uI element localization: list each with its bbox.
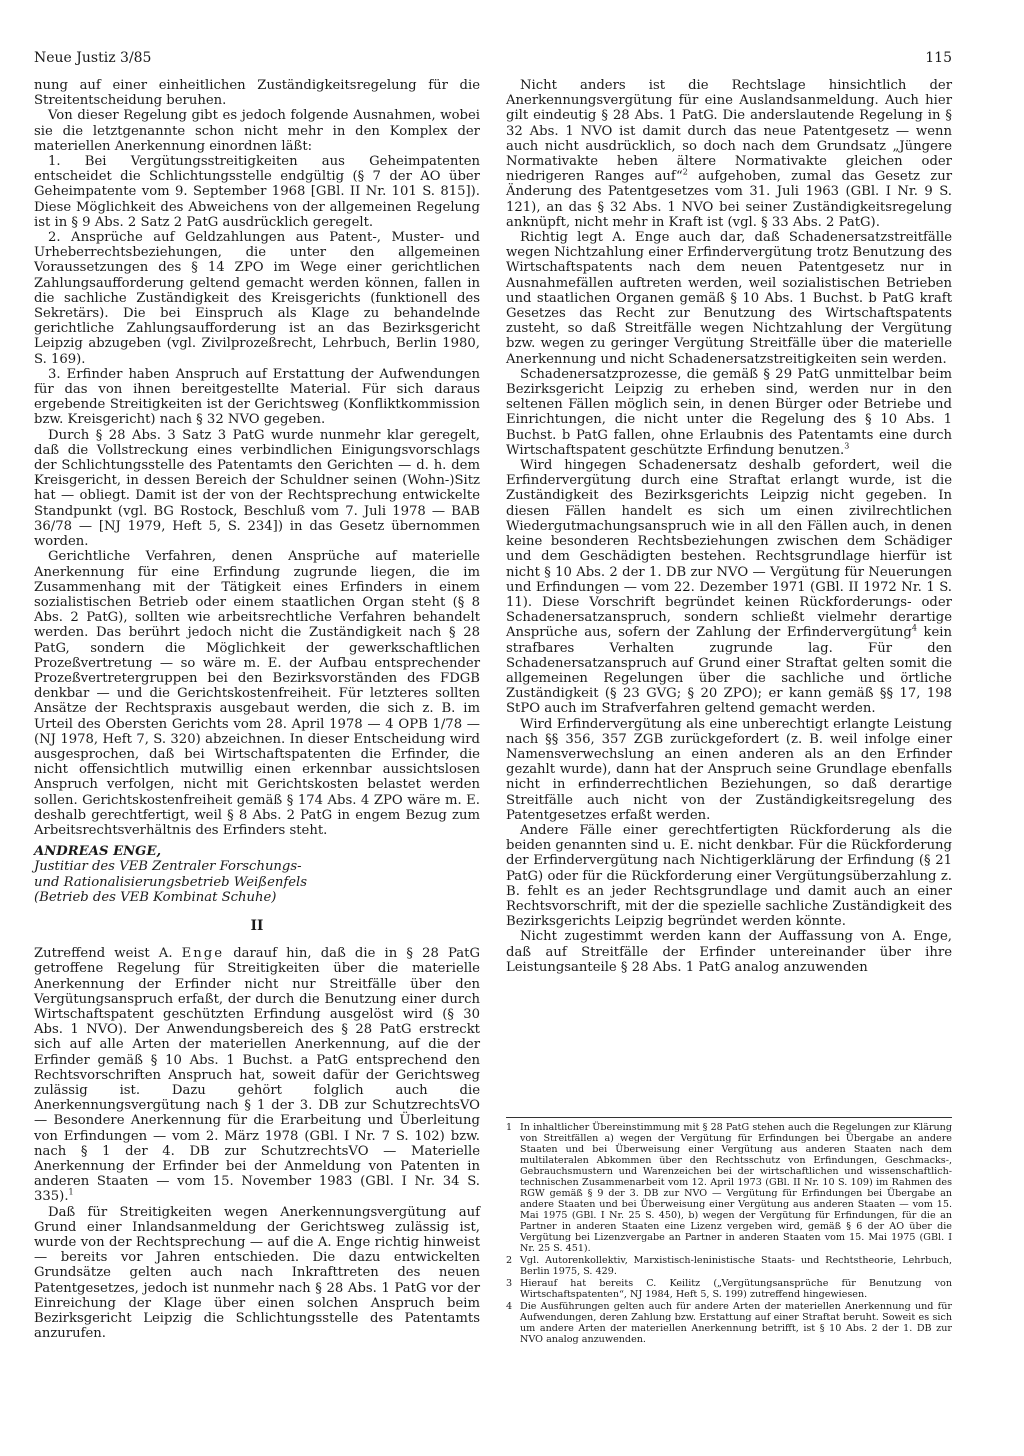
section-heading: II xyxy=(250,917,264,934)
author-signature xyxy=(34,844,480,905)
footnote-number: 1 xyxy=(506,1122,513,1133)
text-span: aufgehoben, zumal das Gesetz zur Änderung des Patentgesetzes vom 31. Juli 1963 (GBl. I Nr. 9 S. 121), an das § 32 Abs. 1 NVO bei seiner Zuständigkeitsregelung anknüpft, nicht mehr in Kraft ist (vgl. § 33 Abs. 2 PatG). xyxy=(506,169,952,230)
paragraph: 3. Erfinder haben Anspruch auf Erstattung der Aufwendungen für das von ihnen bereitgestellte Material. Für sich daraus ergebende Streitigkeiten ist der Gerichtsweg (Konfliktkommission bzw. Kreisgericht) nach § 32 NVO gegeben. xyxy=(34,366,480,428)
paragraph xyxy=(506,458,952,716)
footnote-number: 4 xyxy=(506,1301,513,1312)
paragraph: Daß für Streitigkeiten wegen Anerkennungsvergütung auf Grund einer Inlandsanmeldung der Gerichtsweg zulässig ist, wurde von der Rechtsprechung — auf die A. Enge richtig hinweist — bereits vor Jahren entschieden. Die dazu entwickelten Grundsätze gelten auch nach Inkrafttreten des neuen Patentgesetzes, jedoch ist nunmehr nach § 28 Abs. 1 PatG vor der Einreichung der Klage über einen solchen Anspruch beim Bezirksgericht Leipzig die Schlichtungsstelle des Patentamts anzurufen. xyxy=(34,1204,480,1342)
paragraph xyxy=(506,78,952,230)
footnote-ref: 3 xyxy=(844,441,850,451)
paragraph: 2. Ansprüche auf Geldzahlungen aus Patent-, Muster- und Urheberrechtsbeziehungen, die unter den allgemeinen Voraussetzungen des § 14 ZPO im Wege einer gerichtlichen Zahlungsaufforderung geltend gemacht werden können, fallen in die sachliche Zuständigkeit des Kreisgerichts (funktionell des Sekretärs). Die bei Einspruch als Klage zu behandelnde gerichtliche Zahlungsaufforderung ist an das Bezirksgericht Leipzig abzugeben (vgl. Zivilprozeßrecht, Lehrbuch, Berlin 1980, S. 169). xyxy=(34,230,480,367)
paragraph: Wird Erfindervergütung als eine unberechtigt erlangte Leistung nach §§ 356, 357 ZGB zurückgefordert (z. B. weil infolge einer Namensverwechslung an einen anderen als an den Erfinder gezahlt wurde), dann hat der Anspruch seine Grundlage ebenfalls nicht in erfinderrechtlichen Beziehungen, so daß derartige Streitfälle auch nicht von der Zuständigkeitsregelung des Patentgesetzes erfaßt werden. xyxy=(506,716,952,823)
author-reference: Enge xyxy=(181,946,225,962)
footnote xyxy=(506,1278,952,1300)
footnote-text: Vgl. Autorenkollektiv, Marxistisch-leninistische Staats- und Rechtstheorie, Lehrbuch, Berlin 1975, S. 429. xyxy=(520,1255,952,1277)
paragraph xyxy=(506,367,952,458)
footnote-ref: 1 xyxy=(68,1188,74,1198)
page-number: 115 xyxy=(925,50,952,66)
footnote xyxy=(506,1301,952,1345)
author-name: ANDREAS ENGE, xyxy=(34,844,162,860)
text-span: Zutreffend weist A. xyxy=(34,946,173,962)
author-affiliation: Justitiar des VEB Zentraler Forschungs- xyxy=(34,859,302,875)
footnote-text: Hierauf hat bereits C. Keilitz („Vergütungsansprüche für Benutzung von Wirtschaftspatenten“, NJ 1984, Heft 5, S. 199) zutreffend hingewiesen. xyxy=(520,1278,952,1300)
text-span: kein strafbares Verhalten zugrunde lag. Für den Schadenersatzanspruch auf Grund einer Straftat gelten somit die allgemeinen Regelungen über die sachliche und örtliche Zuständigkeit (§ 23 GVG; § 20 ZPO); er kann gemäß §§ 17, 198 StPO auch im Strafverfahren geltend gemacht werden. xyxy=(506,625,953,717)
footnote-number: 2 xyxy=(506,1255,513,1266)
footnote-text: In inhaltlicher Übereinstimmung mit § 28 PatG stehen auch die Regelungen zur Klärung von Streitfällen a) wegen der Vergütung für Erfindungen bei Übergabe an andere Staaten und bei Überweisung einer Vergütung aus anderen Staaten nach dem multilateralen Abkommen über den Rechtsschutz von Erfindungen, Geschmacks-, Gebrauchsmustern und Warenzeichen bei der wirtschaftlichen und wissenschaftlich-technischen Zusammenarbeit vom 12. April 1973 (GBl. II Nr. 10 S. 109) im Rahmen des RGW gemäß § 9 der 3. DB zur NVO — Vergütung für Erfindungen bei Übergabe an andere Staaten und bei Überweisung einer Vergütung aus anderen Staaten — vom 15. Mai 1975 (GBl. I Nr. 25 S. 450), b) wegen der Vergütung für Erfindungen, für die an Partner in anderen Staaten eine Lizenz vergeben wird, gemäß § 6 der AO über die Vergütung bei Lizenzvergabe an Partner in anderen Staaten vom 15. Mai 1975 (GBl. I Nr. 25 S. 451). xyxy=(520,1122,952,1254)
text-span: Wird hingegen Schadenersatz deshalb gefordert, weil die Erfindervergütung durch eine Straftat erlangt wurde, ist die Zuständigkeit des Bezirksgerichts Leipzig nicht gegeben. In diesen Fällen handelt es sich um einen zivilrechtlichen Wiedergutmachungsanspruch wie in all den Fällen auch, in denen keine besonderen Rechtsbeziehungen zwischen dem Schädiger und dem Geschädigten bestehen. Rechtsgrundlage hierfür ist nicht § 10 Abs. 2 der 1. DB zur NVO — Vergütung für Neuerungen und Erfindungen — vom 22. Dezember 1971 (GBl. II 1972 Nr. 1 S. 11). Diese Vorschrift begründet keinen Rückforderungs- oder Schadenersatzanspruch, sondern schließt vielmehr derartige Ansprüche aus, sofern der Zahlung der Erfindervergütung xyxy=(506,458,952,641)
paragraph: 1. Bei Vergütungsstreitigkeiten aus Geheimpatenten entscheidet die Schlichtungsstelle endgültig (§ 7 der AO über Geheimpatente vom 9. September 1968 [GBl. II Nr. 101 S. 815]). Diese Möglichkeit des Abweichens von der allgemeinen Regelung ist in § 9 Abs. 2 Satz 2 PatG ausdrücklich geregelt. xyxy=(34,154,480,230)
left-column xyxy=(34,78,480,1341)
page-header xyxy=(34,50,952,70)
paragraph: Durch § 28 Abs. 3 Satz 3 PatG wurde nunmehr klar geregelt, daß die Vollstreckung eines verbindlichen Einigungsvorschlags der Schlichtungsstelle des Patentamts den Gerichten — d. h. dem Kreisgericht, in dessen Bereich der Schuldner seinen (Wohn-)Sitz hat — obliegt. Damit ist der von der Rechtsprechung entwickelte Standpunkt (vgl. BG Rostock, Beschluß vom 7. Juli 1978 — BAB 36/78 — [NJ 1979, Heft 5, S. 234]) in das Gesetz übernommen worden. xyxy=(34,427,480,550)
paragraph: Gerichtliche Verfahren, denen Ansprüche auf materielle Anerkennung für eine Erfindung zugrunde liegen, die im Zusammenhang mit der Tätigkeit eines Erfinders in einem sozialistischen Betrieb oder einem staatlichen Organ steht (§ 8 Abs. 2 PatG), sollten wie arbeitsrechtliche Verfahren behandelt werden. Das berührt jedoch nicht die Zuständigkeit nach § 28 PatG, sondern die Möglichkeit der gewerkschaftlichen Prozeßvertretung — so wäre m. E. der Aufbau entsprechender Prozeßvertretergruppen bei den Bezirksvorständen des FDGB denkbar — und die Gerichtskostenfreiheit. Für letzteres sollten Ansätze der Rechtspraxis ausgebaut werden, die sich z. B. im Urteil des Obersten Gerichts vom 28. April 1978 — 4 OPB 1/78 — (NJ 1978, Heft 7, S. 320) abzeichnen. In dieser Entscheidung wird ausgesprochen, daß bei Wirtschaftspatenten die Erfinder, die nicht offensichtlich mutwillig einen erkennbar aussichtslosen Anspruch verfolgen, nicht mit Gerichtskosten belastet werden sollen. Gerichtskostenfreiheit gemäß § 174 Abs. 4 ZPO wäre m. E. deshalb gerechtfertigt, weil § 8 Abs. 2 PatG in engem Bezug zum Arbeitsrechtsverhältnis des Erfinders steht. xyxy=(34,549,480,838)
text-span: darauf hin, daß die in § 28 PatG getroffene Regelung für Streitigkeiten über die materielle Anerkennung der Erfinder nicht nur Streitfälle über den Vergütungsanspruch erfaßt, der durch die Benutzung einer durch Wirtschaftspatent geschützten Erfindung ausgelöst wird (§ 30 Abs. 1 NVO). Der Anwendungsbereich des § 28 PatG erstreckt sich auf alle Arten der materiellen Anerkennung, auf die der Erfinder gemäß § 10 Abs. 1 Buchst. a PatG entsprechend den Rechtsvorschriften Anspruch hat, soweit dafür der Gerichtsweg zulässig ist. Dazu gehört folglich auch die Anerkennungsvergütung nach § 1 der 3. DB zur SchutzrechtsVO — Besondere Anerkennung für die Erarbeitung und Überleitung von Erfindungen — vom 2. März 1978 (GBl. I Nr. 7 S. 102) bzw. nach § 1 der 4. DB zur SchutzrechtsVO — Materielle Anerkennung der Erfinder bei der Anmeldung von Patenten in anderen Staaten — vom 15. November 1983 (GBl. I Nr. 34 S. 335). xyxy=(34,946,480,1205)
footnote xyxy=(506,1122,952,1254)
footnote-ref: 4 xyxy=(911,623,917,633)
author-affiliation: (Betrieb des VEB Kombinat Schuhe) xyxy=(34,889,277,905)
footnote-ref: 2 xyxy=(682,167,688,177)
text-span: Schadenersatzprozesse, die gemäß § 29 PatG unmittelbar beim Bezirksgericht Leipzig zu erheben sind, werden nur in den seltenen Fällen möglich sein, in denen Bürger oder Betriebe und Einrichtungen, die nicht unter die Regelung des § 10 Abs. 1 Buchst. b PatG fallen, ohne Erlaubnis des Patentamts eine durch Wirtschaftspatent geschützte Erfindung benutzen. xyxy=(506,366,952,458)
footnote-number: 3 xyxy=(506,1278,513,1289)
right-column xyxy=(506,78,952,975)
paragraph xyxy=(34,946,480,1204)
footnote-text: Die Ausführungen gelten auch für andere Arten der materiellen Anerkennung und für Aufwendungen, deren Zahlung bzw. Erstattung auf einer Straftat beruht. Soweit es sich um andere Arten der materiellen Anerkennung betrifft, ist § 10 Abs. 2 der 1. DB zur NVO analog anzuwenden. xyxy=(520,1301,952,1345)
paragraph: nung auf einer einheitlichen Zuständigkeitsregelung für die Streitentscheidung beruhen. xyxy=(34,78,480,109)
footnotes xyxy=(506,1117,952,1346)
author-affiliation: und Rationalisierungsbetrieb Weißenfels xyxy=(34,874,308,890)
footnote xyxy=(506,1255,952,1277)
text-span: Nicht anders ist die Rechtslage hinsichtlich der Anerkennungsvergütung für eine Auslandsanmeldung. Auch hier gilt eindeutig § 28 Abs. 1 PatG. Die anderslautende Regelung in § 32 Abs. 1 NVO ist damit durch das neue Patentgesetz — wenn auch nicht ausdrücklich, so doch nach dem Grundsatz „Jüngere Normativakte heben ältere Normativakte gleichen oder niedrigeren Ranges auf“ xyxy=(506,78,952,185)
paragraph: Richtig legt A. Enge auch dar, daß Schadenersatzstreitfälle wegen Nichtzahlung einer Erfindervergütung trotz Benutzung des Wirtschaftspatents nach dem neuen Patentgesetz nur in Ausnahmefällen auftreten werden, weil sozialistischen Betrieben und staatlichen Organen gemäß § 10 Abs. 1 Buchst. b PatG kraft Gesetzes das Recht zur Benutzung des Wirtschaftspatents zusteht, so daß Streitfälle wegen Nichtzahlung der Vergütung bzw. wegen zu geringer Vergütung Streitfälle über die materielle Anerkennung und nicht Schadenersatzstreitigkeiten sein werden. xyxy=(506,230,952,367)
paragraph: Andere Fälle einer gerechtfertigten Rückforderung als die beiden genannten sind u. E. nicht denkbar. Für die Rückforderung der Erfindervergütung nach Nichtigerklärung der Erfindung (§ 21 PatG) oder für die Rückforderung einer Vergütungsüberzahlung z. B. fehlt es an jeder Rechtsgrundlage und damit auch an einer Rechtsvorschrift, mit der die spezielle sachliche Zuständigkeit des Bezirksgerichts Leipzig begründet werden könnte. xyxy=(506,822,952,930)
paragraph: Nicht zugestimmt werden kann der Auffassung von A. Enge, daß auf Streitfälle der Erfinder untereinander über ihre Leistungsanteile § 28 Abs. 1 PatG analog anzuwenden xyxy=(506,929,952,975)
journal-title: Neue Justiz 3/85 xyxy=(34,50,152,66)
paragraph: Von dieser Regelung gibt es jedoch folgende Ausnahmen, wobei sie die letztgenannte schon nicht mehr in den Komplex der materiellen Anerkennung einordnen läßt: xyxy=(34,108,480,154)
